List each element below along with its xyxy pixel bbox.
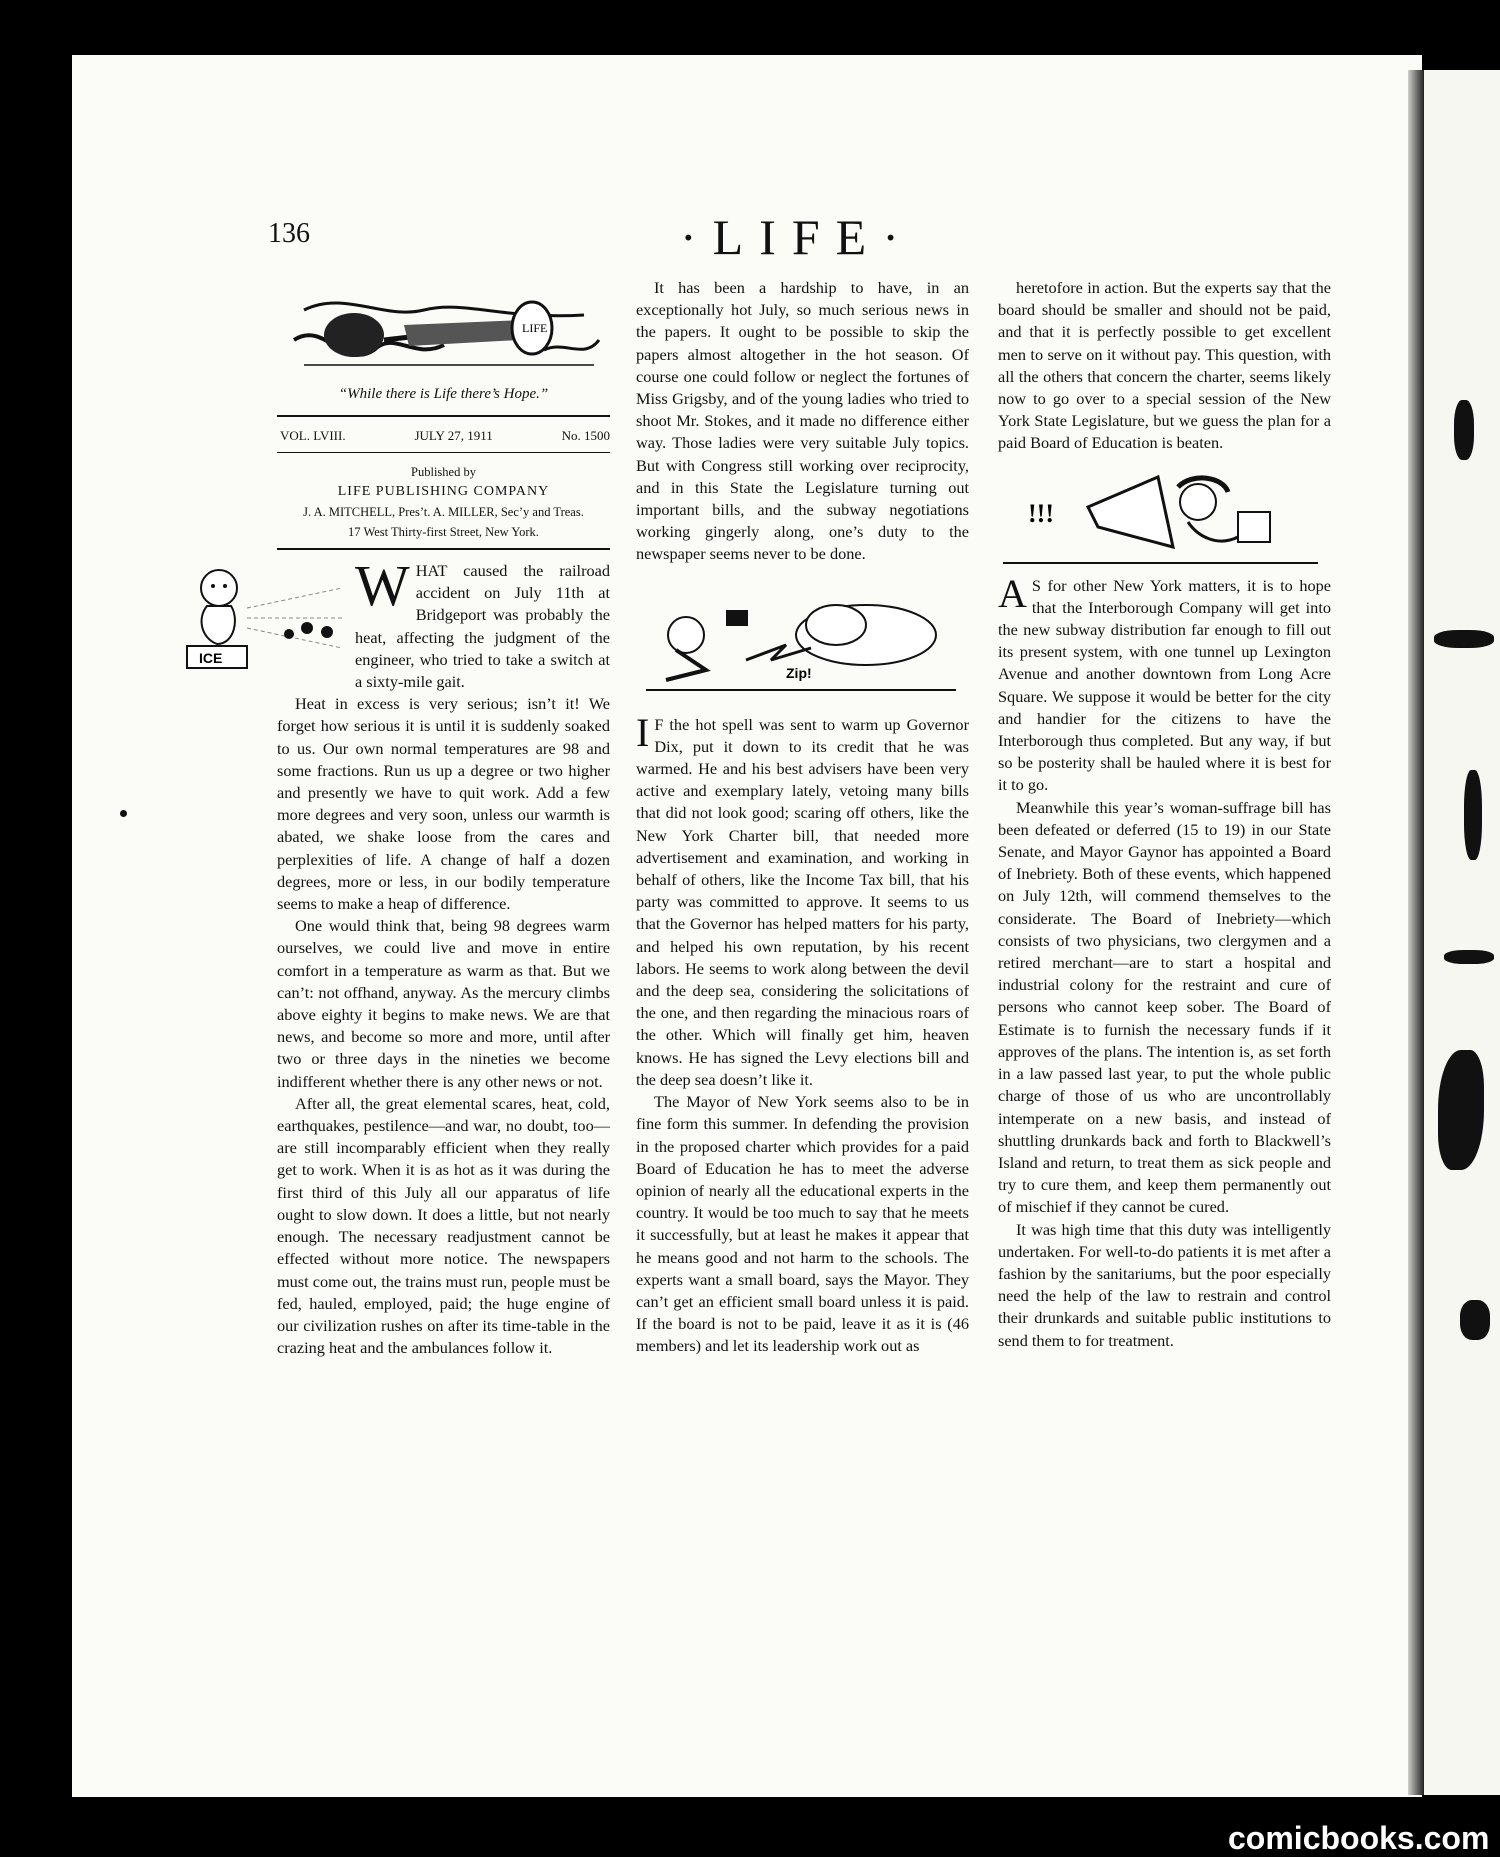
zip-cartoon [636, 590, 966, 700]
exclamation-marks: !!! [1028, 498, 1054, 528]
column-2 [636, 277, 969, 1358]
zip-label: Zip! [786, 664, 812, 681]
column-2-paragraph-1: It has been a hardship to have, in an exceptionally hot July, so much serious news in the papers. It ought to be possible to skip the papers almost altogether in the hot season. Of course one could follow or neglect the fortunes of Miss Grigsby, and of the young ladies who tried to shoot Mr. Stokes, and it made no difference either way. Those ladies were very suitable July topics. But with Congress still working over reciprocity, and in this State the Legislature turning out important bills, and the subway negotiations working gingerly along, one’s duty to the newspaper seems never to be done. [636, 278, 969, 564]
megaphone-cartoon [998, 467, 1328, 567]
publisher-block [277, 462, 610, 542]
column-1 [199, 553, 610, 1359]
publisher-name: LIFE PUBLISHING COMPANY [337, 484, 550, 499]
column-2-paragraph-2: I F the hot spell was sent to warm up Governor Dix, put it down to its credit that he was warmed. He and his best advisers have been very active and exemplary lately, vetoing many bills that did not look good; scaring off others, like the New York Charter bill, that needed more advertisement and examination, and working in behalf of others, like the Income Tax bill, that his party was committed to approve. It seems to us that the Governor has helped matters for his party, and helped his own reputation, by his recent labors. He seems to work along between the devil and the deep sea, considering the solicitations of the one, and then regarding the minacious roars of the other. Which will finally get him, heaven knows. He has signed the Levy elections bill and the deep sea doesn’t like it. [636, 709, 969, 1089]
rule-top [277, 415, 610, 417]
column-1-paragraph-3: One would think that, being 98 degrees warm ourselves, we could live and move in entire comfort in a temperature as warm as that. But we can’t: not offhand, anyway. As the mercury climbs above eighty it begins to make news. We are that news, and become so more and more, until after two or three days in the nineties we become indifferent whether there is any other news or not. [277, 916, 610, 1091]
site-watermark: comicbooks.com [1228, 1820, 1490, 1856]
column-1-paragraph-2: Heat in excess is very serious; isn’t it! We forget how serious it is until it is suddenly soaked to us. Our own normal temperatures are 98 and some fractions. Run us up a degree or two higher and presently we have to quit work. Add a few more degrees and very soon, unless our warmth is abated, we shake loose from the cares and perplexities of life. A change of half a dozen degrees, more or less, in our bodily temperature seems to make a heap of difference. [277, 694, 610, 914]
column-3 [998, 277, 1331, 1352]
column-3-paragraph-2: A S for other New York matters, it is to hope that the Interborough Company will get into the new subway distribution far enough to fill out its present system, with one tunnel up Lexington Avenue and another downtown from Long Acre Square. We suppose it would be better for the city and handier for the citizens to have the Interborough thus completed. But any way, if but so be posterity shall be hauled where it is best for it to go. [998, 570, 1331, 795]
volume-number: VOL. LVIII. [280, 428, 346, 443]
published-by: Published by [411, 465, 476, 479]
column-1-paragraph-1: WHAT caused the railroad accident on July 11th at Bridgeport was probably the heat, affecting the judgment of the engineer, who tried to take a switch at a sixty-mile gait. [355, 553, 610, 692]
column-3-paragraph-1: heretofore in action. But the experts say that the board should be smaller and should not be paid, and that it is perfectly possible to get excellent men to serve on it without pay. This question, with all the others that concern the charter, seems likely now to go over to a special session of the New York State Legislature, but we guess the plan for a paid Board of Education is beaten. [998, 278, 1331, 453]
publisher-officers: J. A. MITCHELL, Pres’t. A. MILLER, Sec’y and Treas. [303, 505, 584, 519]
volume-line [280, 428, 610, 444]
publisher-address: 17 West Thirty-first Street, New York. [348, 525, 539, 539]
ice-label: ICE [199, 650, 223, 666]
issue-number: No. 1500 [561, 428, 610, 443]
dropcap-a: A [998, 570, 1027, 616]
issue-date: JULY 27, 1911 [414, 428, 493, 443]
column-2-paragraph-3: The Mayor of New York seems also to be in fine form this summer. In defending the provision in the proposed charter which provides for a paid Board of Education he has to meet the adverse opinion of nearly all the educational experts in the country. It would be too much to say that he meets it successfully, but at least he makes it appear that he means good and not harm to the schools. The experts want a small board, says the Mayor. They can’t get an efficient small board unless it is paid. If the board is not to be paid, leave it as it is (46 members) and let its leadership work out as [636, 1092, 969, 1356]
rule-middle [277, 452, 610, 453]
masthead-title: ·LIFE· [680, 209, 915, 265]
column-1-paragraph-4: After all, the great elemental scares, heat, cold, earthquakes, pestilence—and war, no doubt, too—are still incomparably efficient when they really get to work. When it is as hot as it was during the first third of this July all our apparatus of life ought to slow down. It does a little, but not nearly enough. The necessary readjustment cannot be effected without more notice. The newspapers must come out, the trains must run, people must be fed, hauled, employed, paid; the huge engine of our civilization rushes on after its time-table in the crazing heat and the ambulances follow it. [277, 1093, 610, 1358]
motto-block [277, 280, 610, 403]
column-3-paragraph-3: Meanwhile this year’s woman-suffrage bill has been defeated or deferred (15 to 19) in our State Senate, and Mayor Gaynor has appointed a Board of Inebriety. Both of these events, which happened on July 12th, will commend themselves to the considerate. The Board of Inebriety—which consists of two physicians, two clergymen and a retired merchant—are to start a hospital and industrial colony for the restraint and cure of persons who cannot keep sober. The Board of Estimate is to furnish the necessary funds if it approves of the plans. The intention is, as set forth in a law passed last year, to put the whole public charge of those of us who are uncontrollably intemperate on a new basis, and instead of shuttling drunkards back and forth to Blackwell’s Island and return, to treat them as sick people and try to cure them, and keep them permanently out of mischief if they cannot be cured. [998, 797, 1331, 1217]
adjacent-page-edge [1424, 70, 1500, 1795]
scan-speck [120, 810, 127, 817]
column-3-paragraph-4: It was high time that this duty was intelligently undertaken. For well-to-do patients it is met after a fashion by the sanitariums, but the poor especially need the help of the law to restrain and control their drunkards and suitable public institutions to send them to for treatment. [998, 1219, 1331, 1350]
rule-bottom [277, 548, 610, 550]
dropcap-i: I [636, 709, 650, 755]
book-gutter [1408, 70, 1424, 1795]
page-number: 136 [268, 218, 310, 249]
motto-illustration [284, 280, 604, 380]
ice-cartoon [177, 558, 347, 676]
motto-sign-text: LIFE [521, 321, 547, 335]
motto-text: “While there is Life there’s Hope.” [338, 386, 549, 402]
dropcap-w: W [355, 553, 410, 618]
